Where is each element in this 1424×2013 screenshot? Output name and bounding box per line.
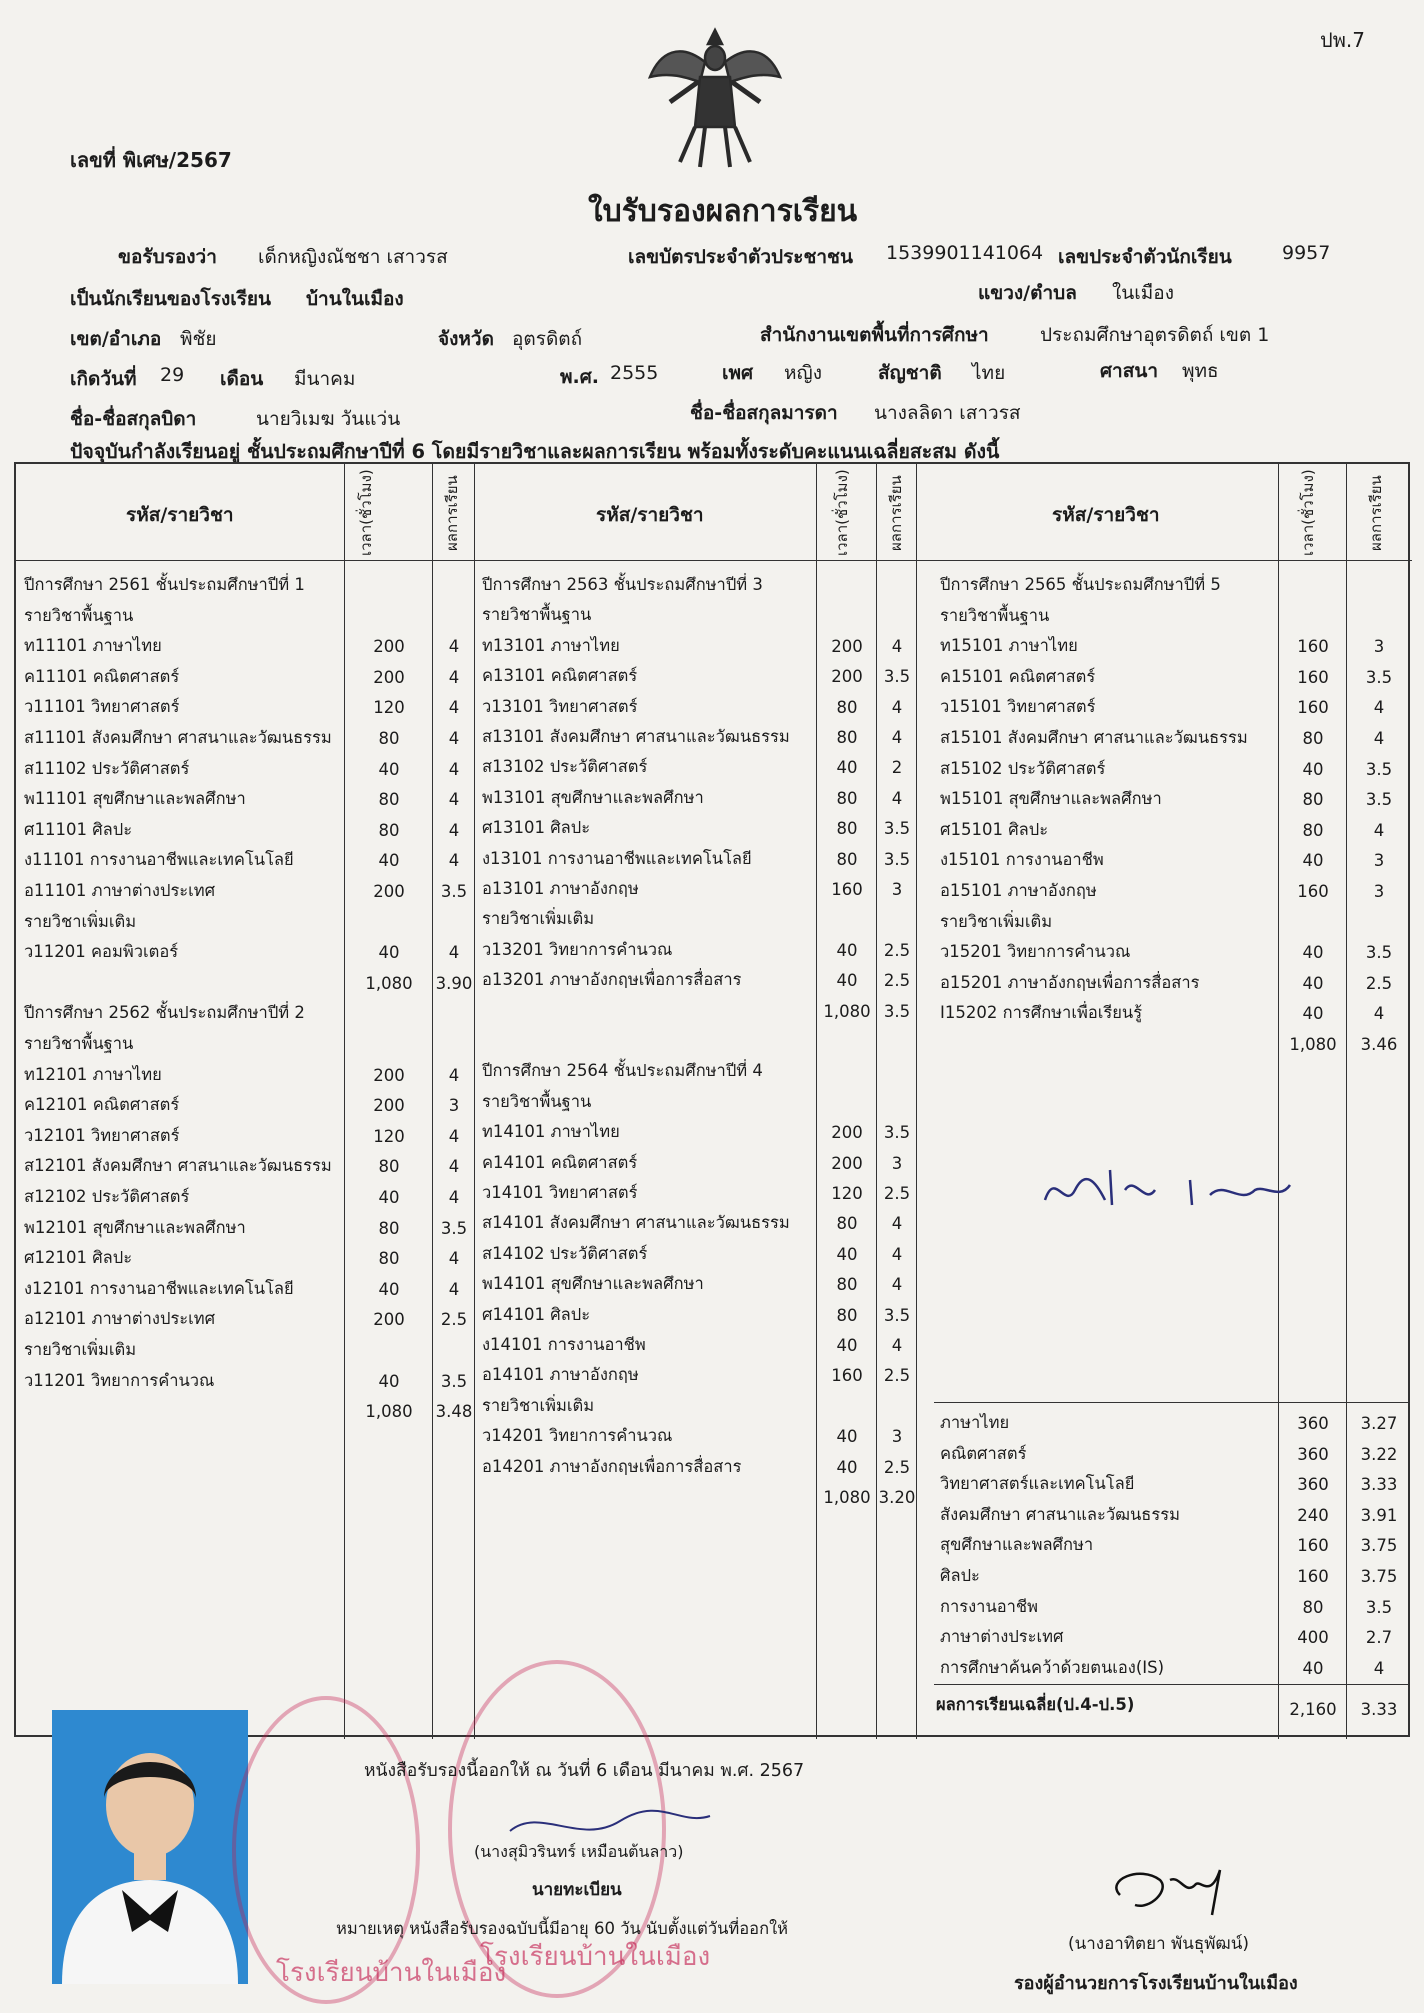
stamp-text-right: โรงเรียนบ้านในเมือง (480, 1942, 711, 1972)
col3-row-10-subject: อ15101 ภาษาอังกฤษ (940, 881, 1097, 900)
col3-row-9-grade: 3 (1373, 851, 1385, 871)
summary-row-7-subject: ภาษาต่างประเทศ (940, 1627, 1064, 1647)
deputy-title: รองผู้อำนวยการโรงเรียนบ้านในเมือง (1014, 1973, 1298, 1994)
col2-row-4-subject: ว13101 วิทยาศาสตร์ (482, 696, 638, 716)
col3-row-3-hours: 160 (1297, 667, 1329, 687)
col1-row-0-subject: ปีการศึกษา 2561 ชั้นประถมศึกษาปีที่ 1 (24, 575, 305, 594)
col1-row-16-hours: 200 (373, 1065, 405, 1085)
col2-row-12-grade: 2.5 (883, 940, 911, 960)
student-photo (52, 1710, 248, 1984)
page-title: ใบรับรองผลการเรียน (588, 194, 858, 229)
col1-row-5-subject: ส11101 สังคมศึกษา ศาสนาและวัฒนธรรม (24, 728, 332, 747)
summary-row-7-grade: 2.7 (1365, 1628, 1393, 1648)
col2-row-18-hours: 200 (831, 1123, 863, 1143)
col3-row-13-grade: 2.5 (1365, 973, 1393, 993)
col3-row-8-grade: 4 (1373, 820, 1385, 840)
col2-row-20-subject: ว14101 วิทยาศาสตร์ (482, 1183, 638, 1202)
col1-row-13-grade: 3.90 (435, 973, 473, 993)
col2-row-9-grade: 3.5 (883, 849, 911, 869)
registrar-title: นายทะเบียน (532, 1880, 622, 1900)
col1-row-3-subject: ค11101 คณิตศาสตร์ (24, 666, 180, 686)
col2-row-0-subject: ปีการศึกษา 2563 ชั้นประถมศึกษาปีที่ 3 (482, 575, 763, 594)
col1-row-6-subject: ส11102 ประวัติศาสตร์ (24, 758, 190, 778)
col2-row-9-subject: ง13101 การงานอาชีพและเทคโนโลยี (482, 848, 752, 868)
province-label: จังหวัด (438, 328, 494, 350)
col1-row-23-hours: 40 (378, 1279, 400, 1299)
sex: หญิง (784, 362, 822, 384)
col3-row-4-grade: 4 (1373, 698, 1385, 718)
subdistrict-label: แขวง/ตำบล (978, 282, 1077, 304)
col2-row-14-grade: 3.5 (883, 1001, 911, 1021)
col3-row-15-grade: 3.46 (1360, 1035, 1398, 1054)
col3-row-15-hours: 1,080 (1289, 1035, 1337, 1054)
col3-row-7-hours: 80 (1302, 790, 1324, 810)
summary-row-7-hours: 400 (1297, 1628, 1329, 1648)
col1-row-22-hours: 80 (378, 1249, 400, 1269)
col3-row-10-grade: 3 (1373, 882, 1385, 901)
col3-row-14-hours: 40 (1302, 1004, 1324, 1024)
col1-row-26-subject: ว11201 วิทยาการคำนวณ (24, 1370, 215, 1390)
col2-row-23-subject: พ14101 สุขศึกษาและพลศึกษา (482, 1274, 704, 1294)
summary-row-6-subject: การงานอาชีพ (940, 1596, 1038, 1616)
col3-row-3-grade: 3.5 (1365, 667, 1393, 687)
summary-row-6-grade: 3.5 (1365, 1597, 1393, 1617)
summary-row-1-grade: 3.22 (1360, 1444, 1398, 1464)
header-hours-2: เวลา(ชั่วโมง) (833, 469, 851, 556)
col2-row-8-hours: 80 (836, 819, 858, 839)
col2-row-21-hours: 80 (836, 1214, 858, 1234)
col2-row-21-subject: ส14101 สังคมศึกษา ศาสนาและวัฒนธรรม (482, 1213, 790, 1233)
father: นายวิเมฆ วันแว่น (256, 408, 401, 430)
month: มีนาคม (294, 368, 356, 390)
col2-row-2-hours: 200 (831, 636, 863, 656)
col3-row-2-grade: 3 (1373, 637, 1385, 657)
summary-total-grade: 3.33 (1360, 1700, 1398, 1719)
header-subject-2: รหัส/รายวิชา (596, 504, 704, 526)
col1-row-21-hours: 80 (378, 1218, 400, 1238)
month-label: เดือน (220, 368, 264, 390)
year-label: พ.ศ. (560, 366, 600, 388)
col1-row-21-grade: 3.5 (440, 1218, 468, 1238)
grades-table (14, 462, 1410, 1737)
summary-total-label: ผลการเรียนเฉลี่ย(ป.4-ป.5) (936, 1695, 1135, 1714)
col1-row-2-subject: ท11101 ภาษาไทย (24, 636, 162, 656)
summary-row-3-grade: 3.91 (1360, 1505, 1398, 1525)
col1-row-13-hours: 1,080 (365, 973, 413, 993)
col1-row-24-hours: 200 (373, 1310, 405, 1330)
school-value: บ้านในเมือง (306, 288, 404, 310)
col2-row-21-grade: 4 (891, 1214, 903, 1234)
col2-row-19-grade: 3 (891, 1153, 903, 1173)
born-day: 29 (160, 364, 185, 386)
registrar-name: (นางสุมิวรินทร์ เหมือนต้นลาว) (474, 1842, 684, 1861)
summary-row-1-hours: 360 (1297, 1444, 1329, 1464)
col2-row-8-subject: ศ13101 ศิลปะ (482, 818, 591, 838)
col3-row-14-grade: 4 (1373, 1004, 1385, 1024)
col2-row-18-grade: 3.5 (883, 1123, 911, 1143)
doc-code: ปพ.7 (1320, 28, 1365, 52)
garuda-emblem-icon (640, 22, 790, 172)
header-hours-3: เวลา(ชั่วโมง) (1299, 469, 1317, 556)
col1-row-10-subject: อ11101 ภาษาต่างประเทศ (24, 881, 216, 900)
col1-row-18-hours: 120 (373, 1126, 405, 1146)
summary-row-4-hours: 160 (1297, 1536, 1329, 1556)
col1-row-26-hours: 40 (378, 1371, 400, 1391)
summary-row-6-hours: 80 (1302, 1597, 1324, 1617)
col2-row-29-grade: 2.5 (883, 1457, 911, 1477)
col3-row-12-grade: 3.5 (1365, 943, 1393, 963)
col3-row-6-hours: 40 (1302, 759, 1324, 779)
col1-row-3-hours: 200 (373, 667, 405, 687)
summary-row-5-hours: 160 (1297, 1567, 1329, 1586)
col1-row-20-subject: ส12102 ประวัติศาสตร์ (24, 1187, 190, 1206)
col1-row-4-hours: 120 (373, 698, 405, 718)
col3-row-12-hours: 40 (1302, 943, 1324, 963)
deputy-signature (1100, 1850, 1250, 1930)
col2-row-4-grade: 4 (891, 697, 903, 717)
col2-row-28-hours: 40 (836, 1427, 858, 1447)
col3-row-13-subject: อ15201 ภาษาอังกฤษเพื่อการสื่อสาร (940, 972, 1200, 992)
header-grade-3: ผลการเรียน (1367, 475, 1385, 551)
col2-row-20-grade: 2.5 (883, 1184, 911, 1203)
col1-row-21-subject: พ12101 สุขศึกษาและพลศึกษา (24, 1217, 246, 1237)
certify-label: ขอรับรองว่า (118, 246, 217, 268)
col1-row-8-grade: 4 (448, 820, 460, 840)
col3-row-8-hours: 80 (1302, 820, 1324, 840)
col1-row-18-grade: 4 (448, 1126, 460, 1146)
col2-row-22-grade: 4 (891, 1244, 903, 1264)
col2-row-29-subject: อ14201 ภาษาอังกฤษเพื่อการสื่อสาร (482, 1456, 742, 1476)
col1-row-26-grade: 3.5 (440, 1371, 468, 1391)
col1-row-12-grade: 4 (448, 943, 460, 963)
summary-row-4-subject: สุขศึกษาและพลศึกษา (940, 1535, 1094, 1555)
col2-row-5-grade: 4 (891, 728, 903, 747)
col3-row-8-subject: ศ15101 ศิลปะ (940, 819, 1049, 839)
header-hours-1: เวลา(ชั่วโมง) (357, 469, 375, 556)
deputy-name: (นางอาทิตยา พันธุพัฒน์) (1068, 1934, 1250, 1954)
col1-row-27-hours: 1,080 (365, 1402, 413, 1422)
col2-row-7-grade: 4 (891, 788, 903, 808)
col2-row-5-subject: ส13101 สังคมศึกษา ศาสนาและวัฒนธรรม (482, 727, 790, 746)
col2-row-28-subject: ว14201 วิทยาการคำนวณ (482, 1426, 673, 1446)
col1-row-12-subject: ว11201 คอมพิวเตอร์ (24, 942, 179, 962)
summary-row-4-grade: 3.75 (1360, 1536, 1398, 1556)
col3-row-6-grade: 3.5 (1365, 759, 1393, 779)
col1-row-4-grade: 4 (448, 698, 460, 718)
col2-row-26-subject: อ14101 ภาษาอังกฤษ (482, 1365, 639, 1385)
student-no-label: เลขประจำตัวนักเรียน (1058, 246, 1232, 268)
col1-row-7-grade: 4 (448, 790, 460, 810)
nationality: ไทย (972, 362, 1006, 384)
col1-row-9-subject: ง11101 การงานอาชีพและเทคโนโลยี (24, 850, 294, 870)
col2-row-25-subject: ง14101 การงานอาชีพ (482, 1335, 646, 1354)
col1-row-20-grade: 4 (448, 1188, 460, 1207)
col1-row-16-subject: ท12101 ภาษาไทย (24, 1064, 162, 1084)
col3-row-4-hours: 160 (1297, 698, 1329, 718)
col2-row-14-hours: 1,080 (823, 1001, 871, 1021)
sex-label: เพศ (722, 362, 754, 384)
header-grade-1: ผลการเรียน (443, 475, 461, 551)
col2-row-13-hours: 40 (836, 971, 858, 991)
header-subject-3: รหัส/รายวิชา (1052, 504, 1160, 526)
col1-row-19-grade: 4 (448, 1157, 460, 1177)
stamp-text-left: โรงเรียนบ้านในเมือง (276, 1958, 507, 1988)
col1-row-18-subject: ว12101 วิทยาศาสตร์ (24, 1125, 180, 1145)
office-value: ประถมศึกษาอุตรดิตถ์ เขต 1 (1040, 324, 1270, 346)
nationality-label: สัญชาติ (878, 362, 942, 384)
mother-label: ชื่อ-ชื่อสกุลมารดา (690, 402, 838, 424)
summary-row-0-subject: ภาษาไทย (940, 1413, 1010, 1432)
col1-row-7-hours: 80 (378, 790, 400, 810)
summary-total-hours: 2,160 (1289, 1700, 1337, 1719)
col1-row-12-hours: 40 (378, 943, 400, 963)
col1-row-22-subject: ศ12101 ศิลปะ (24, 1248, 133, 1268)
summary-row-8-hours: 40 (1302, 1658, 1324, 1678)
col1-row-14-subject: ปีการศึกษา 2562 ชั้นประถมศึกษาปีที่ 2 (24, 1003, 305, 1023)
col2-row-19-hours: 200 (831, 1153, 863, 1173)
year: 2555 (610, 362, 659, 384)
col2-row-6-hours: 40 (836, 758, 858, 778)
col1-row-6-hours: 40 (378, 759, 400, 779)
summary-row-3-subject: สังคมศึกษา ศาสนาและวัฒนธรรม (940, 1504, 1180, 1524)
col2-row-7-hours: 80 (836, 788, 858, 808)
summary-row-8-subject: การศึกษาค้นคว้าด้วยตนเอง(IS) (940, 1657, 1165, 1677)
col2-row-2-grade: 4 (891, 636, 903, 656)
col2-row-10-subject: อ13101 ภาษาอังกฤษ (482, 879, 639, 898)
col1-row-19-subject: ส12101 สังคมศึกษา ศาสนาและวัฒนธรรม (24, 1156, 332, 1176)
col1-row-2-hours: 200 (373, 637, 405, 657)
summary-row-5-grade: 3.75 (1360, 1567, 1398, 1586)
summary-row-8-grade: 4 (1373, 1658, 1385, 1678)
col3-row-9-subject: ง15101 การงานอาชีพ (940, 850, 1104, 870)
summary-row-0-grade: 3.27 (1360, 1414, 1398, 1433)
district-value: พิชัย (180, 328, 217, 350)
col2-row-11-subject: รายวิชาเพิ่มเติม (482, 909, 595, 929)
doc-number: เลขที่ พิเศษ/2567 (70, 148, 232, 172)
subdistrict-value: ในเมือง (1112, 282, 1174, 304)
col2-row-23-grade: 4 (891, 1275, 903, 1295)
col2-row-6-subject: ส13102 ประวัติศาสตร์ (482, 757, 648, 777)
col2-row-13-grade: 2.5 (883, 971, 911, 991)
col3-row-2-hours: 160 (1297, 637, 1329, 657)
col3-row-5-hours: 80 (1302, 729, 1324, 748)
summary-row-1-subject: คณิตศาสตร์ (940, 1443, 1027, 1463)
summary-row-0-hours: 360 (1297, 1414, 1329, 1433)
col1-row-7-subject: พ11101 สุขศึกษาและพลศึกษา (24, 789, 246, 809)
summary-row-2-hours: 360 (1297, 1475, 1329, 1495)
col1-row-3-grade: 4 (448, 667, 460, 687)
id-label: เลขบัตรประจำตัวประชาชน (628, 246, 853, 268)
issued-line: หนังสือรับรองนี้ออกให้ ณ วันที่ 6 เดือน มีนาคม พ.ศ. 2567 (364, 1761, 805, 1781)
col3-row-7-grade: 3.5 (1365, 790, 1393, 810)
col2-row-24-grade: 3.5 (883, 1305, 911, 1325)
col1-row-15-subject: รายวิชาพื้นฐาน (24, 1034, 134, 1053)
col1-row-22-grade: 4 (448, 1249, 460, 1269)
col2-row-10-grade: 3 (891, 880, 903, 899)
col2-row-23-hours: 80 (836, 1275, 858, 1295)
col3-row-0-subject: ปีการศึกษา 2565 ชั้นประถมศึกษาปีที่ 5 (940, 575, 1221, 594)
col1-row-8-subject: ศ11101 ศิลปะ (24, 819, 133, 839)
col3-row-2-subject: ท15101 ภาษาไทย (940, 636, 1078, 656)
col2-row-3-subject: ค13101 คณิตศาสตร์ (482, 666, 638, 686)
col1-row-4-subject: ว11101 วิทยาศาสตร์ (24, 697, 180, 717)
school-label: เป็นนักเรียนของโรงเรียน (70, 288, 272, 310)
col3-row-12-subject: ว15201 วิทยาการคำนวณ (940, 942, 1131, 962)
col1-row-5-grade: 4 (448, 729, 460, 748)
col2-row-29-hours: 40 (836, 1457, 858, 1477)
col3-row-9-hours: 40 (1302, 851, 1324, 871)
col2-row-5-hours: 80 (836, 728, 858, 747)
current-line: ปัจจุบันกำลังเรียนอยู่ ชั้นประถมศึกษาปีที่ 6 โดยมีรายวิชาและผลการเรียน พร้อมทั้งระดับคะแนนเฉลี่ยสะสม ดังนี้ (70, 440, 1000, 463)
student-no-value: 9957 (1282, 242, 1331, 264)
col2-row-25-hours: 40 (836, 1336, 858, 1355)
student-name: เด็กหญิงณัชชา เสาวรส (258, 246, 448, 268)
col1-row-5-hours: 80 (378, 729, 400, 748)
province-value: อุตรดิตถ์ (512, 328, 583, 350)
col2-row-30-hours: 1,080 (823, 1488, 871, 1507)
summary-row-3-hours: 240 (1297, 1505, 1329, 1525)
col2-row-22-subject: ส14102 ประวัติศาสตร์ (482, 1243, 648, 1263)
col3-row-6-subject: ส15102 ประวัติศาสตร์ (940, 758, 1106, 778)
header-grade-2: ผลการเรียน (887, 475, 905, 551)
id-value: 1539901141064 (886, 242, 1044, 264)
col2-row-4-hours: 80 (836, 697, 858, 717)
col2-row-26-hours: 160 (831, 1366, 863, 1386)
col2-row-2-subject: ท13101 ภาษาไทย (482, 635, 620, 655)
religion: พุทธ (1182, 360, 1219, 382)
summary-row-2-grade: 3.33 (1360, 1475, 1398, 1495)
col1-row-24-grade: 2.5 (440, 1310, 468, 1330)
summary-row-2-subject: วิทยาศาสตร์และเทคโนโลยี (940, 1474, 1135, 1494)
col1-row-2-grade: 4 (448, 637, 460, 657)
col2-row-7-subject: พ13101 สุขศึกษาและพลศึกษา (482, 787, 704, 807)
col2-row-16-subject: ปีการศึกษา 2564 ชั้นประถมศึกษาปีที่ 4 (482, 1061, 763, 1081)
col1-row-23-grade: 4 (448, 1279, 460, 1299)
col2-row-3-grade: 3.5 (883, 667, 911, 687)
col2-row-6-grade: 2 (891, 758, 903, 778)
col2-row-10-hours: 160 (831, 880, 863, 899)
col1-row-6-grade: 4 (448, 759, 460, 779)
born-day-label: เกิดวันที่ (70, 368, 137, 390)
col1-row-11-subject: รายวิชาเพิ่มเติม (24, 911, 137, 931)
note-line: หมายเหตุ หนังสือรับรองฉบับนี้มีอายุ 60 วัน นับตั้งแต่วันที่ออกให้ (336, 1919, 789, 1938)
mother: นางลลิดา เสาวรส (874, 402, 1021, 424)
col3-row-7-subject: พ15101 สุขศึกษาและพลศึกษา (940, 789, 1162, 809)
col1-row-23-subject: ง12101 การงานอาชีพและเทคโนโลยี (24, 1278, 294, 1298)
col2-row-3-hours: 200 (831, 667, 863, 687)
col1-row-27-grade: 3.48 (435, 1402, 473, 1422)
col2-row-30-grade: 3.20 (878, 1488, 916, 1507)
district-label: เขต/อำเภอ (70, 328, 162, 350)
col1-row-16-grade: 4 (448, 1065, 460, 1085)
summary-row-5-subject: ศิลปะ (940, 1566, 980, 1585)
col2-row-24-hours: 80 (836, 1305, 858, 1325)
col3-row-1-subject: รายวิชาพื้นฐาน (940, 605, 1050, 625)
col2-row-22-hours: 40 (836, 1244, 858, 1264)
col1-row-9-hours: 40 (378, 851, 400, 871)
col3-row-3-subject: ค15101 คณิตศาสตร์ (940, 666, 1096, 686)
col2-row-12-hours: 40 (836, 940, 858, 960)
col2-row-1-subject: รายวิชาพื้นฐาน (482, 605, 592, 625)
header-subject-1: รหัส/รายวิชา (126, 504, 234, 526)
office-label: สำนักงานเขตพื้นที่การศึกษา (760, 324, 989, 346)
col1-row-10-hours: 200 (373, 882, 405, 901)
col3-row-4-subject: ว15101 วิทยาศาสตร์ (940, 697, 1096, 717)
col1-row-25-subject: รายวิชาเพิ่มเติม (24, 1340, 137, 1359)
col3-row-14-subject: I15202 การศึกษาเพื่อเรียนรู้ (940, 1003, 1143, 1023)
col2-row-25-grade: 4 (891, 1336, 903, 1355)
father-label: ชื่อ-ชื่อสกุลบิดา (70, 408, 197, 430)
col3-row-13-hours: 40 (1302, 973, 1324, 993)
col1-row-17-subject: ค12101 คณิตศาสตร์ (24, 1095, 180, 1115)
col1-row-19-hours: 80 (378, 1157, 400, 1177)
col3-row-5-subject: ส15101 สังคมศึกษา ศาสนาและวัฒนธรรม (940, 728, 1248, 747)
col3-row-11-subject: รายวิชาเพิ่มเติม (940, 911, 1053, 931)
col1-row-24-subject: อ12101 ภาษาต่างประเทศ (24, 1309, 216, 1329)
col2-row-27-subject: รายวิชาเพิ่มเติม (482, 1395, 595, 1415)
col1-row-17-grade: 3 (448, 1096, 460, 1116)
religion-label: ศาสนา (1100, 360, 1158, 382)
col2-row-8-grade: 3.5 (883, 819, 911, 839)
col1-row-8-hours: 80 (378, 820, 400, 840)
col2-row-17-subject: รายวิชาพื้นฐาน (482, 1091, 592, 1111)
col2-row-18-subject: ท14101 ภาษาไทย (482, 1122, 620, 1142)
col2-row-28-grade: 3 (891, 1427, 903, 1447)
col2-row-20-hours: 120 (831, 1184, 863, 1203)
col1-row-1-subject: รายวิชาพื้นฐาน (24, 605, 134, 625)
col1-row-10-grade: 3.5 (440, 882, 468, 901)
col1-row-17-hours: 200 (373, 1096, 405, 1116)
col3-row-10-hours: 160 (1297, 882, 1329, 901)
col3-row-5-grade: 4 (1373, 729, 1385, 748)
col2-row-19-subject: ค14101 คณิตศาสตร์ (482, 1152, 638, 1172)
col2-row-26-grade: 2.5 (883, 1366, 911, 1386)
student-signature (1040, 1150, 1300, 1220)
col2-row-12-subject: ว13201 วิทยาการคำนวณ (482, 939, 673, 959)
col1-row-9-grade: 4 (448, 851, 460, 871)
col2-row-24-subject: ศ14101 ศิลปะ (482, 1304, 591, 1324)
col2-row-9-hours: 80 (836, 849, 858, 869)
col1-row-20-hours: 40 (378, 1188, 400, 1207)
col2-row-13-subject: อ13201 ภาษาอังกฤษเพื่อการสื่อสาร (482, 970, 742, 990)
